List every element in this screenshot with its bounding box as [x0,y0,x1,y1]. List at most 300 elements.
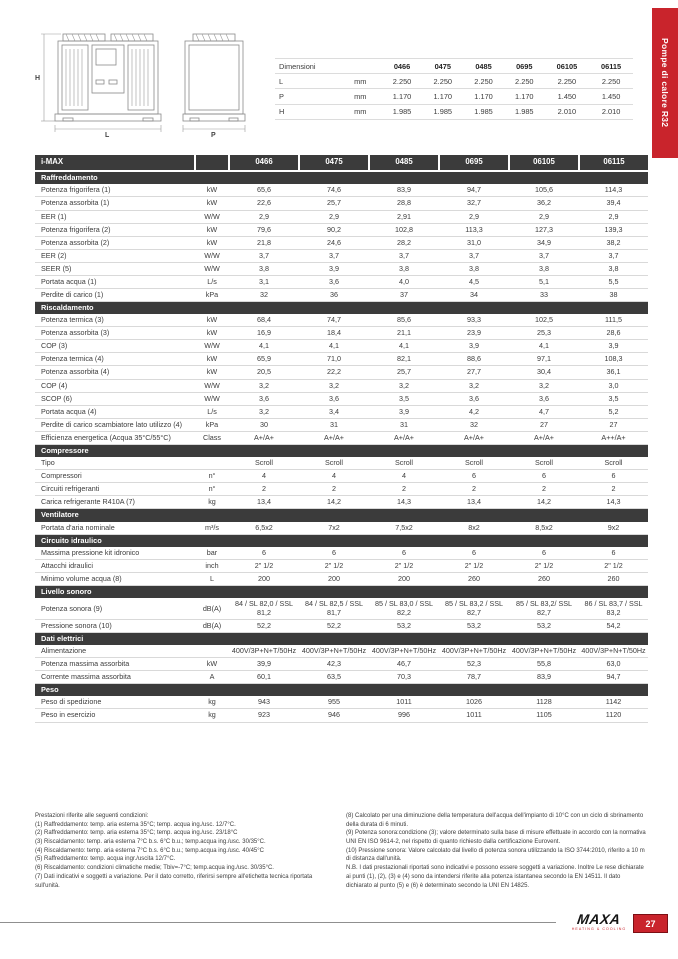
spec-row-unit: kPa [195,288,229,301]
section-header: Ventilatore [35,509,648,522]
spec-row [35,457,648,470]
spec-value: Scroll [299,457,369,470]
spec-row-unit: W/W [195,340,229,353]
spec-value: 1105 [509,709,579,722]
spec-value: 4,1 [299,340,369,353]
spec-value: 3,7 [579,249,648,262]
dimension-value: 1.450 [589,89,633,104]
spec-value: 53,2 [369,619,439,632]
footnotes [35,812,648,890]
spec-value: 34 [439,288,509,301]
spec-value: 3,7 [229,249,299,262]
spec-value: 2,9 [229,210,299,223]
spec-value: 52,2 [229,619,299,632]
dimension-value: 2.250 [463,74,504,89]
page-number: 27 [645,918,656,929]
spec-header-row [35,155,648,171]
spec-value: 85 / SL 83,2/ SSL 82,7 [509,598,579,619]
spec-value: 83,9 [509,671,579,684]
section-bar-row [35,534,648,547]
spec-value: 14,2 [299,496,369,509]
spec-value: 36,1 [579,366,648,379]
spec-value: 2 [229,483,299,496]
spec-row [35,314,648,327]
spec-value: A+/A+ [439,431,509,444]
spec-value: 94,7 [439,184,509,197]
spec-row [35,210,648,223]
spec-value: 25,7 [299,197,369,210]
spec-row-label: Carica refrigerante R410A (7) [35,496,195,509]
spec-value: 23,9 [439,327,509,340]
spec-value: 22,2 [299,366,369,379]
category-tab [652,8,678,158]
spec-value: 21,8 [229,236,299,249]
spec-value: 85 / SL 83,0 / SSL 82,2 [369,598,439,619]
dimensions-title: Dimensioni [275,59,352,74]
spec-value: 4,1 [369,340,439,353]
spec-row-unit: A [195,671,229,684]
spec-value: 114,3 [579,184,648,197]
footnote: (1) Raffreddamento: temp. aria esterna 35°C; temp. acqua ing./usc. 12/7°C. [35,821,236,828]
spec-value: 36,2 [509,197,579,210]
spec-value: 4,1 [509,340,579,353]
spec-value: 6 [369,547,439,560]
spec-value: 42,3 [299,658,369,671]
section-bar-row [35,509,648,522]
spec-row-unit: kg [195,496,229,509]
spec-value: 8,5x2 [509,522,579,535]
spec-row-label: Pressione sonora (10) [35,619,195,632]
spec-value: 34,9 [509,236,579,249]
spec-value: 86 / SL 83,7 / SSL 83,2 [579,598,648,619]
spec-value: 28,6 [579,327,648,340]
spec-value: 24,6 [299,236,369,249]
spec-value: 3,8 [579,262,648,275]
front-view-drawing [35,34,161,138]
spec-row-label: Attacchi idraulici [35,560,195,573]
spec-value: 14,3 [579,496,648,509]
spec-value: 200 [299,573,369,586]
unit-drawing-svg [33,28,261,138]
spec-row [35,249,648,262]
spec-row [35,262,648,275]
spec-value: 38 [579,288,648,301]
spec-value: A+/A+ [229,431,299,444]
dimension-value: 2.250 [382,74,423,89]
spec-row-label: Potenza assorbita (1) [35,197,195,210]
spec-row-label: Compressori [35,470,195,483]
spec-value: 923 [229,709,299,722]
spec-value: 46,7 [369,658,439,671]
spec-row-unit: W/W [195,262,229,275]
side-view-drawing [183,34,245,138]
spec-value: 37 [369,288,439,301]
spec-value: 105,6 [509,184,579,197]
spec-model-header: 0466 [229,155,299,171]
spec-value: 52,2 [299,619,369,632]
spec-value: 3,8 [369,262,439,275]
dimension-value: 2.010 [545,104,589,119]
spec-value: 2" 1/2 [229,560,299,573]
spec-row [35,496,648,509]
spec-value: 39,9 [229,658,299,671]
spec-row-unit: kW [195,366,229,379]
spec-row-unit: W/W [195,210,229,223]
dimensions-model-header: 0485 [463,59,504,74]
spec-row-label: COP (3) [35,340,195,353]
spec-value: 5,1 [509,275,579,288]
spec-value: 2,9 [579,210,648,223]
footnote: (9) Potenza sonora:condizione (3); valore determinato sulla base di misure effettuate in accordo con la normativa UNI EN ISO 9614-2, nel rispetto di quanto richiesto dalla certificazione Eurovent. [346,830,646,846]
spec-value: 2 [579,483,648,496]
spec-value: 3,8 [229,262,299,275]
section-bar-row [35,586,648,599]
spec-value: 5,5 [579,275,648,288]
spec-value: 52,3 [439,658,509,671]
spec-row-label: EER (1) [35,210,195,223]
spec-value: 4,7 [509,405,579,418]
spec-value: 16,9 [229,327,299,340]
dimension-value: 1.985 [422,104,463,119]
spec-value: 400V/3P+N+T/50Hz [299,645,369,658]
spec-row-unit: m³/s [195,522,229,535]
spec-row-label: Minimo volume acqua (8) [35,573,195,586]
page-number-badge [633,914,668,933]
spec-value: 74,7 [299,314,369,327]
spec-value: 400V/3P+N+T/50Hz [369,645,439,658]
spec-row [35,522,648,535]
dimensions-row [275,89,633,104]
spec-row-label: Perdite di carico scambiatore lato utilizzo (4) [35,418,195,431]
spec-row-label: Portata acqua (1) [35,275,195,288]
spec-value: 1026 [439,696,509,709]
spec-value: 2 [299,483,369,496]
footnote: (7) Dati indicativi e soggetti a variazione. Per il dato corretto, riferirsi sempre all'etichetta tecnica riportata sull'unità. [35,873,313,889]
spec-value: 55,8 [509,658,579,671]
spec-value: 996 [369,709,439,722]
spec-row-unit: kg [195,709,229,722]
spec-row-unit: kW [195,197,229,210]
footnote: (2) Raffreddamento: temp. aria esterna 35°C; temp. acqua ing./usc. 23/18°C [35,830,238,837]
spec-value: 97,1 [509,353,579,366]
spec-row [35,560,648,573]
dimension-value: 2.250 [589,74,633,89]
dimension-label: P [275,89,352,104]
spec-value: 946 [299,709,369,722]
spec-row-unit: kW [195,314,229,327]
spec-value: 6 [509,547,579,560]
footnote: (6) Riscaldamento: condizioni climatiche medie; Tbiv=-7°C; temp.acqua ing./usc. 30/35°C. [35,865,274,872]
spec-row [35,236,648,249]
section-bar-row [35,301,648,314]
dimension-value: 2.250 [422,74,463,89]
dimension-unit: mm [352,104,382,119]
spec-row-label: Potenza termica (4) [35,353,195,366]
spec-value: 7x2 [299,522,369,535]
spec-row [35,573,648,586]
spec-value: 3,8 [509,262,579,275]
spec-row [35,184,648,197]
spec-value: 1128 [509,696,579,709]
spec-value: 14,3 [369,496,439,509]
spec-value: 3,2 [299,379,369,392]
spec-value: 3,2 [439,379,509,392]
footnote: (5) Raffreddamento: temp. acqua ingr./uscita 12/7°C. [35,856,176,863]
spec-value: 3,7 [509,249,579,262]
spec-value: 1120 [579,709,648,722]
spec-value: 36 [299,288,369,301]
spec-value: 3,2 [369,379,439,392]
spec-row [35,340,648,353]
brand-logo-wordmark: MAXA [576,911,622,927]
spec-value: 3,2 [229,379,299,392]
spec-value: 27,7 [439,366,509,379]
spec-value: 5,2 [579,405,648,418]
spec-value: A+/A+ [299,431,369,444]
spec-value: 9x2 [579,522,648,535]
spec-value: A+/A+ [369,431,439,444]
spec-row [35,275,648,288]
spec-value: 22,6 [229,197,299,210]
spec-value: 111,5 [579,314,648,327]
spec-value: 14,2 [509,496,579,509]
spec-row-unit: kW [195,223,229,236]
spec-value: 63,5 [299,671,369,684]
spec-row-unit: n° [195,483,229,496]
spec-value: 3,6 [439,392,509,405]
spec-row [35,418,648,431]
spec-row-label: Potenza sonora (9) [35,598,195,619]
spec-value: 6 [579,470,648,483]
spec-row-label: Tipo [35,457,195,470]
front-width-label: L [105,132,110,138]
spec-value: 260 [579,573,648,586]
spec-row-label: EER (2) [35,249,195,262]
spec-row [35,696,648,709]
spec-value: 84 / SL 82,5 / SSL 81,7 [299,598,369,619]
footnote: (4) Riscaldamento: temp. aria esterna 7°C b.s. 6°C b.u.; temp.acqua ing./usc. 40/45°C [35,847,264,854]
spec-value: 83,9 [369,184,439,197]
spec-value: 200 [229,573,299,586]
spec-value: 2" 1/2 [439,560,509,573]
spec-value: 7,5x2 [369,522,439,535]
spec-row-unit: kW [195,658,229,671]
spec-value: 400V/3P+N+T/50Hz [509,645,579,658]
spec-value: 400V/3P+N+T/50Hz [229,645,299,658]
spec-value: 400V/3P+N+T/50Hz [579,645,648,658]
spec-value: 32 [439,418,509,431]
footnotes-right [346,812,648,890]
spec-value: 943 [229,696,299,709]
spec-value: 32 [229,288,299,301]
spec-value: 6 [509,470,579,483]
spec-value: 53,2 [439,619,509,632]
footnote: (10) Pressione sonora: Valore calcolato dal livello di potenza sonora utilizzando la ISO 3744:2010, riferito a 10 m di distanza dall'unità. [346,847,645,863]
spec-value: Scroll [229,457,299,470]
dimension-value: 2.010 [589,104,633,119]
spec-value: 2,9 [299,210,369,223]
spec-value: 4 [229,470,299,483]
spec-value: 200 [369,573,439,586]
spec-value: 3,6 [229,392,299,405]
spec-value: 3,9 [369,405,439,418]
dimension-value: 1.985 [382,104,423,119]
spec-row-label: Potenza assorbita (2) [35,236,195,249]
spec-value: 30,4 [509,366,579,379]
spec-row [35,619,648,632]
spec-value: 3,5 [369,392,439,405]
section-header: Riscaldamento [35,301,648,314]
spec-row-label: Peso in esercizio [35,709,195,722]
section-header: Livello sonoro [35,586,648,599]
dimension-value: 1.450 [545,89,589,104]
spec-row-unit [195,457,229,470]
spec-row-unit: L [195,573,229,586]
spec-value: 54,2 [579,619,648,632]
spec-value: 2" 1/2 [299,560,369,573]
spec-value: 6 [439,547,509,560]
spec-value: 68,4 [229,314,299,327]
spec-row [35,658,648,671]
spec-value: 3,2 [509,379,579,392]
footer-rule [0,922,556,923]
spec-value: 1011 [439,709,509,722]
spec-row-label: Potenza frigorifera (1) [35,184,195,197]
spec-row-label: Massima pressione kit idronico [35,547,195,560]
spec-value: 6 [439,470,509,483]
spec-value: 260 [439,573,509,586]
spec-value: Scroll [579,457,648,470]
spec-value: 3,7 [369,249,439,262]
spec-row-unit: W/W [195,379,229,392]
spec-value: A++/A+ [579,431,648,444]
dimensions-unit-header [352,59,382,74]
spec-row [35,645,648,658]
spec-value: 127,3 [509,223,579,236]
spec-value: 93,3 [439,314,509,327]
spec-value: 31,0 [439,236,509,249]
spec-value: 6 [299,547,369,560]
dimension-unit: mm [352,74,382,89]
spec-row [35,671,648,684]
dimensions-model-header: 0695 [504,59,545,74]
spec-value: 94,7 [579,671,648,684]
spec-model-header: 0475 [299,155,369,171]
dimension-label: H [275,104,352,119]
spec-value: 6,5x2 [229,522,299,535]
spec-row-unit: kW [195,236,229,249]
brand-logo [570,912,628,931]
spec-row [35,197,648,210]
spec-row-unit: kg [195,696,229,709]
spec-value: 31 [299,418,369,431]
spec-row-label: Portata d'aria nominale [35,522,195,535]
spec-value: 13,4 [229,496,299,509]
spec-value: 1142 [579,696,648,709]
spec-value: 3,7 [299,249,369,262]
spec-value: 3,9 [439,340,509,353]
spec-value: 79,6 [229,223,299,236]
dimensions-table [275,58,633,120]
spec-value: 85 / SL 83,2 / SSL 82,7 [439,598,509,619]
spec-value: 3,1 [229,275,299,288]
spec-value: 113,3 [439,223,509,236]
spec-row-unit: n° [195,470,229,483]
spec-table-title: i-MAX [35,155,195,171]
spec-value: 27 [579,418,648,431]
spec-row [35,366,648,379]
spec-row [35,327,648,340]
spec-row [35,598,648,619]
dimensions-header-row [275,59,633,74]
section-bar-row [35,632,648,645]
spec-model-header: 06105 [509,155,579,171]
spec-value: 2,91 [369,210,439,223]
spec-value: 32,7 [439,197,509,210]
spec-row-unit: kW [195,353,229,366]
spec-value: 31 [369,418,439,431]
spec-value: 3,6 [509,392,579,405]
spec-value: 18,4 [299,327,369,340]
spec-row-unit: kPa [195,418,229,431]
spec-value: 74,6 [299,184,369,197]
spec-row-label: Potenza assorbita (4) [35,366,195,379]
spec-value: 30 [229,418,299,431]
spec-value: 13,4 [439,496,509,509]
spec-table-body [35,155,648,722]
spec-value: 71,0 [299,353,369,366]
spec-model-header: 0485 [369,155,439,171]
dimension-value: 1.985 [504,104,545,119]
spec-value: 82,1 [369,353,439,366]
spec-model-header: 06115 [579,155,648,171]
spec-row-label: Peso di spedizione [35,696,195,709]
spec-row-unit: dB(A) [195,619,229,632]
side-depth-label: P [211,132,216,138]
spec-value: 88,6 [439,353,509,366]
spec-value: 2 [509,483,579,496]
spec-row-label: SCOP (6) [35,392,195,405]
spec-value: 3,9 [299,262,369,275]
spec-value: 90,2 [299,223,369,236]
dimension-value: 2.250 [545,74,589,89]
spec-row [35,405,648,418]
footnote: (8) Calcolato per una diminuzione della temperatura dell'acqua dell'impianto di 10°C con un ciclo di sbrinamento della durata di 6 minuti. [346,813,644,828]
spec-row [35,470,648,483]
spec-row-label: Circuiti refrigeranti [35,483,195,496]
spec-value: 6 [229,547,299,560]
spec-value: Scroll [369,457,439,470]
footnote: (3) Riscaldamento: temp. aria esterna 7°C b.s. 6°C b.u.; temp.acqua ing./usc. 30/35°C. [35,839,266,846]
spec-value: 78,7 [439,671,509,684]
spec-value: 102,5 [509,314,579,327]
spec-row-unit: inch [195,560,229,573]
spec-model-header: 0695 [439,155,509,171]
spec-value: 4,0 [369,275,439,288]
spec-value: 28,8 [369,197,439,210]
spec-value: 63,0 [579,658,648,671]
spec-row-unit [195,645,229,658]
section-header: Peso [35,684,648,697]
spec-value: 3,6 [299,392,369,405]
spec-value: 6 [579,547,648,560]
section-header: Dati elettrici [35,632,648,645]
spec-row-label: Alimentazione [35,645,195,658]
spec-row-unit: kW [195,327,229,340]
spec-row [35,288,648,301]
spec-value: 8x2 [439,522,509,535]
spec-value: 3,9 [579,340,648,353]
